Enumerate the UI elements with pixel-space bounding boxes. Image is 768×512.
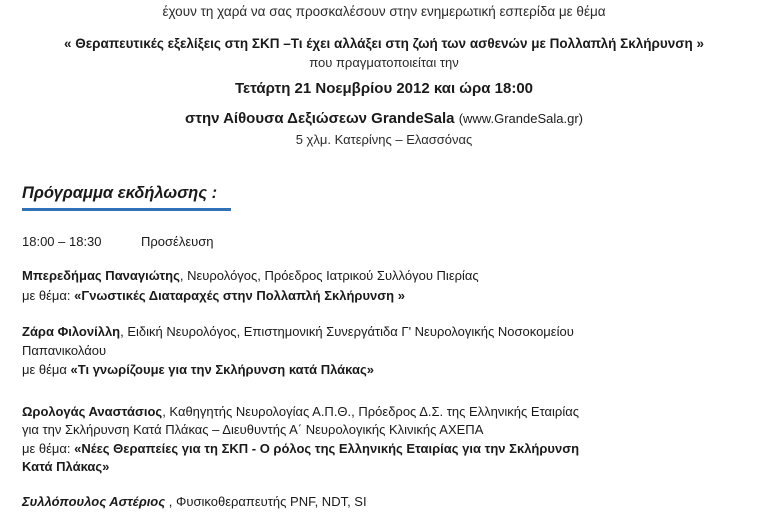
heading-underline (22, 208, 231, 211)
event-venue (0, 110, 768, 127)
speaker-3-name: Ωρολογάς Αναστάσιος (22, 404, 163, 419)
program-heading: Πρόγραμμα εκδήλωσης : (22, 184, 218, 202)
speaker-1-topic-line (22, 288, 405, 303)
speaker-3-topic-prefix: με θέμα: (22, 441, 75, 456)
speaker-2-name: Ζάρα Φιλονίλλη (22, 324, 121, 339)
speaker-1-name: Μπερεδήμας Παναγιώτης (22, 268, 180, 283)
event-topic: « Θεραπευτικές εξελίξεις στη ΣΚΠ –Τι έχει αλλάξει στη ζωή των ασθενών με Πολλαπλή Σκλήρυνση » (64, 36, 704, 51)
speaker-2-line (22, 324, 574, 339)
speaker-2-topic: «Τι γνωρίζουμε για την Σκλήρυνση κατά Πλάκας» (70, 362, 374, 377)
intro-text: έχουν τη χαρά να σας προσκαλέσουν στην ενημερωτική εσπερίδα με θέμα (162, 4, 606, 19)
speaker-1-topic-prefix: με θέμα: (22, 288, 75, 303)
speaker-2-role: , Ειδική Νευρολόγος, Επιστημονική Συνεργάτιδα Γ' Νευρολογικής Νοσοκομείου (120, 324, 574, 339)
speaker-1-role: , Νευρολόγος, Πρόεδρος Ιατρικού Συλλόγου Πιερίας (179, 268, 479, 283)
speaker-3-role-line2: για την Σκλήρυνση Κατά Πλάκας – Διευθυντής Α΄ Νευρολογικής Κλινικής ΑΧΕΠΑ (22, 422, 484, 437)
arrival-time: 18:00 – 18:30 (22, 234, 102, 249)
event-date: Τετάρτη 21 Νοεμβρίου 2012 και ώρα 18:00 (234, 80, 534, 97)
speaker-2-topic-line (22, 362, 374, 377)
arrival-label: Προσέλευση (141, 234, 214, 249)
speaker-4-role: , Φυσικοθεραπευτής PNF, NDT, SI (165, 494, 367, 509)
speaker-1-topic: «Γνωστικές Διαταραχές στην Πολλαπλή Σκλήρυνση » (74, 288, 405, 303)
speaker-4-name: Συλλόπουλος Αστέριος (22, 494, 166, 509)
speaker-2-role-line2: Παπανικολάου (22, 343, 107, 358)
held-text: που πραγματοποιείται την (309, 55, 459, 70)
speaker-3-topic-line (22, 441, 579, 456)
speaker-4-line (22, 494, 367, 509)
speaker-3-line (22, 404, 579, 419)
speaker-3-topic-line2: Κατά Πλάκας» (22, 459, 110, 474)
venue-address: 5 χλμ. Κατερίνης – Ελασσόνας (295, 132, 473, 147)
speaker-3-role: , Καθηγητής Νευρολογίας Α.Π.Θ., Πρόεδρος Δ.Σ. της Ελληνικής Εταιρίας (162, 404, 579, 419)
speaker-2-topic-prefix: με θέμα (22, 362, 71, 377)
venue-name: στην Αίθουσα Δεξιώσεων GrandeSala (185, 110, 455, 127)
speaker-1-line (22, 268, 479, 283)
speaker-3-topic: «Νέες Θεραπείες για τη ΣΚΠ - Ο ρόλος της Ελληνικής Εταιρίας για την Σκλήρυνση (74, 441, 580, 456)
venue-website: (www.GrandeSala.gr) (458, 111, 583, 126)
